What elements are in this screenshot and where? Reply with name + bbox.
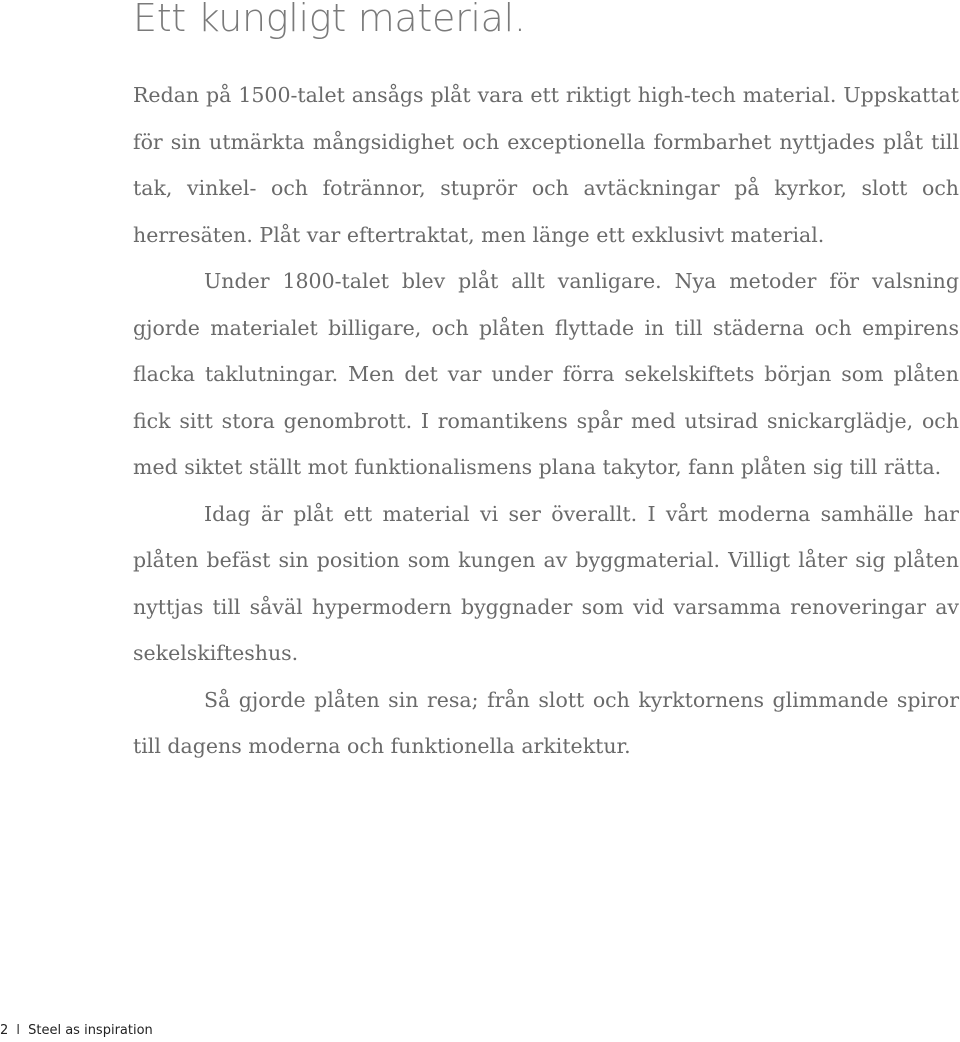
paragraph-1: Redan på 1500-talet ansågs plåt vara ett riktigt high-tech material. Uppskattat för sin utmärkta mångsidighet och exceptionella formbarhet nyttjades plåt till tak, vinkel- och fotrännor, stuprör och avtäckningar på kyrkor, slott och herresäten. Plåt var eftertraktat, men länge ett exklusivt material. (133, 83, 959, 247)
publication-title: Steel as inspiration (28, 1023, 153, 1038)
paragraph-4: Så gjorde plåten sin resa; från slott och kyrktornens glimmande spiror till dagens moderna och funktionella arkitektur. (133, 687, 959, 758)
page-title: Ett kungligt material. (133, 0, 526, 40)
article-body (133, 72, 959, 770)
page-footer (0, 1021, 153, 1041)
page-number: 2 (0, 1023, 9, 1038)
paragraph-3: Idag är plåt ett material vi ser överallt. I vårt moderna samhälle har plåten befäst sin position som kungen av byggmaterial. Villigt låter sig plåten nyttjas till såväl hypermodern byggnader som vid varsamma renoveringar av sekelskifteshus. (133, 501, 959, 665)
footer-separator: I (16, 1023, 21, 1038)
paragraph-2: Under 1800-talet blev plåt allt vanligare. Nya metoder för valsning gjorde materialet billigare, och plåten flyttade in till städerna och empirens flacka taklutningar. Men det var under förra sekelskiftets början som plåten fick sitt stora genombrott. I romantikens spår med utsirad snickarglädje, och med siktet ställt mot funktionalismens plana takytor, fann plåten sig till rätta. (133, 269, 959, 479)
